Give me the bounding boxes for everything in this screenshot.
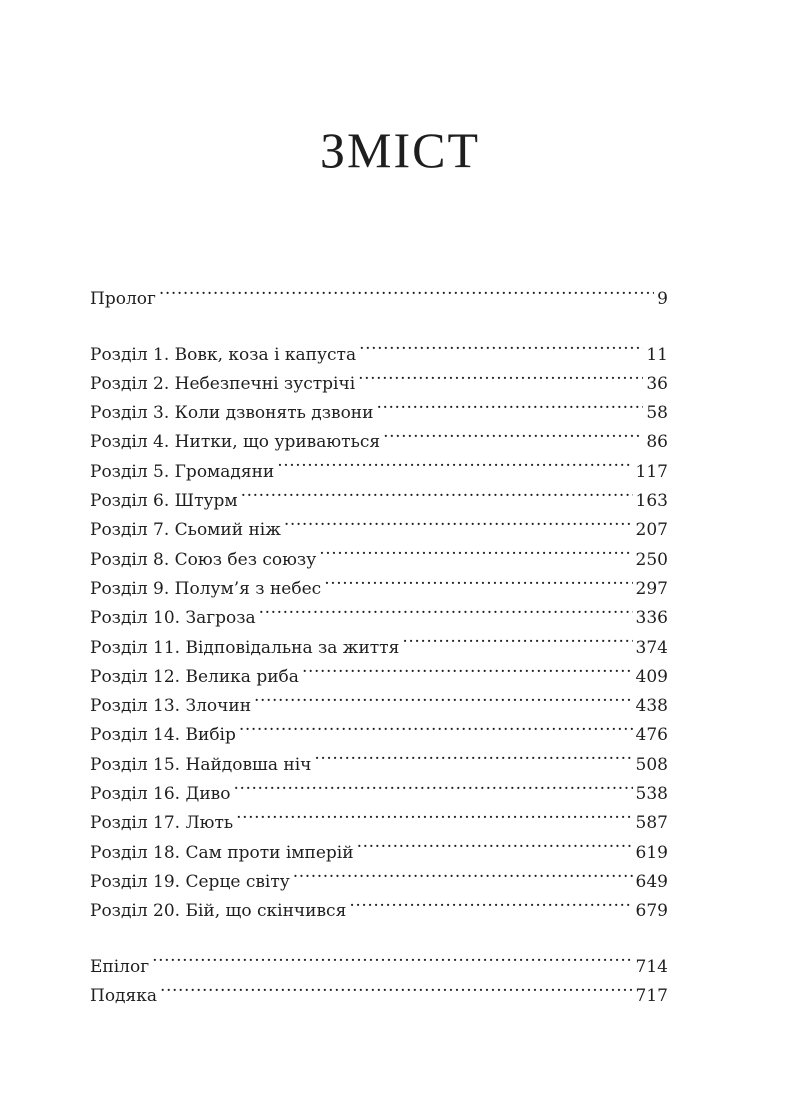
dot-leader (233, 770, 632, 799)
toc-entry-label: Розділ 10. Загроза (90, 608, 256, 629)
toc-entry-page: 649 (635, 871, 668, 892)
toc-entry-page: 374 (635, 637, 668, 658)
toc-entry-label: Розділ 6. Штурм (90, 491, 238, 512)
toc-entry-page: 619 (635, 842, 668, 863)
toc-entry-label: Подяка (90, 985, 158, 1006)
toc-entry-page: 297 (635, 578, 668, 599)
dot-leader (236, 799, 632, 828)
toc-entry-label: Розділ 7. Сьомий ніж (90, 520, 281, 541)
dot-leader (284, 506, 633, 535)
toc-entry-chapter-1[interactable] (90, 330, 668, 365)
toc-entry-page: 714 (635, 956, 668, 977)
toc-entry-label: Розділ 12. Велика риба (90, 666, 299, 687)
toc-entry-label: Розділ 4. Нитки, що уриваються (90, 432, 381, 453)
toc-entry-label: Розділ 15. Найдовша ніч (90, 754, 312, 775)
dot-leader (402, 623, 632, 652)
dot-leader (383, 418, 643, 447)
dot-leader (277, 447, 632, 476)
toc-entry-page: 717 (635, 985, 668, 1006)
toc-entry-label: Розділ 9. Полум’я з небес (90, 578, 322, 599)
toc-entry-label: Розділ 2. Небезпечні зустрічі (90, 373, 356, 394)
dot-leader (159, 275, 654, 304)
dot-leader (259, 594, 633, 623)
toc-entry-prologue[interactable] (90, 275, 668, 310)
dot-leader (349, 887, 632, 916)
dot-leader (359, 330, 643, 359)
toc-entry-page: 679 (635, 901, 668, 922)
dot-leader (314, 740, 632, 769)
toc-entry-page: 117 (635, 461, 668, 482)
toc-entry-label: Розділ 16. Диво (90, 784, 231, 805)
table-of-contents (90, 275, 668, 1006)
dot-leader (241, 477, 633, 506)
toc-entry-page: 409 (635, 666, 668, 687)
toc-entry-page: 36 (646, 373, 668, 394)
toc-entry-page: 438 (635, 696, 668, 717)
dot-leader (357, 828, 633, 857)
toc-entry-page: 476 (635, 725, 668, 746)
toc-entry-label: Епілог (90, 956, 150, 977)
toc-entry-page: 9 (657, 289, 668, 310)
toc-entry-page: 336 (635, 608, 668, 629)
toc-entry-label: Розділ 11. Відповідальна за життя (90, 637, 400, 658)
toc-entry-label: Розділ 14. Вибір (90, 725, 236, 746)
toc-entry-page: 250 (635, 549, 668, 570)
dot-leader (293, 858, 633, 887)
toc-entry-acknowledgements[interactable] (90, 972, 668, 1006)
toc-entry-label: Розділ 13. Злочин (90, 696, 252, 717)
dot-leader (358, 360, 643, 389)
dot-leader (239, 711, 633, 740)
toc-entry-page: 11 (646, 344, 668, 365)
toc-entry-label: Розділ 5. Громадяни (90, 461, 275, 482)
toc-entry-label: Розділ 1. Вовк, коза і капуста (90, 344, 357, 365)
dot-leader (319, 535, 632, 564)
dot-leader (302, 653, 633, 682)
dot-leader (152, 942, 632, 971)
page-title: ЗМІСТ (319, 122, 481, 178)
toc-entry-label: Розділ 17. Лють (90, 813, 234, 834)
toc-entry-label: Розділ 18. Сам проти імперій (90, 842, 354, 863)
toc-entry-label: Розділ 3. Коли дзвонять дзвони (90, 403, 374, 424)
toc-entry-page: 508 (635, 754, 668, 775)
toc-entry-label: Розділ 19. Серце світу (90, 871, 290, 892)
toc-entry-page: 86 (646, 432, 668, 453)
toc-entry-page: 58 (646, 403, 668, 424)
dot-leader (254, 682, 633, 711)
toc-entry-epilogue[interactable] (90, 942, 668, 977)
toc-entry-label: Розділ 20. Бій, що скінчився (90, 901, 347, 922)
toc-entry-page: 163 (635, 491, 668, 512)
dot-leader (324, 565, 632, 594)
toc-entry-page: 587 (635, 813, 668, 834)
dot-leader (376, 389, 643, 418)
dot-leader (160, 972, 633, 1001)
toc-entry-page: 207 (635, 520, 668, 541)
toc-entry-label: Пролог (90, 289, 156, 310)
toc-entry-page: 538 (635, 784, 668, 805)
toc-entry-label: Розділ 8. Союз без союзу (90, 549, 317, 570)
